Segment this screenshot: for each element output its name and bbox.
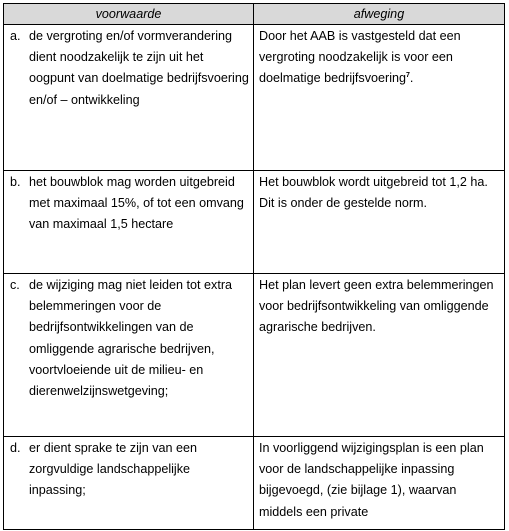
- condition-text: er dient sprake te zijn van een zorgvuldige landschappelijke inpassing;: [29, 441, 198, 498]
- condition-text: het bouwblok mag worden uitgebreid met maximaal 15%, of tot een omvang van maximaal 1,5 hectare: [29, 175, 244, 232]
- assessment-cell: [254, 171, 505, 274]
- assessment-main-text: Door het AAB is vastgesteld dat een vergroting noodzakelijk is voor een doelmatige bedrijfsvoering: [259, 29, 461, 86]
- condition-cell: [4, 437, 254, 530]
- assessment-text: In voorliggend wijzigingsplan is een plan voor de landschappelijke inpassing bijgevoegd, (zie bijlage 1), waarvan middels een private: [259, 441, 484, 519]
- table-row: [4, 437, 505, 530]
- assessment-text: Het bouwblok wordt uitgebreid tot 1,2 ha. Dit is onder de gestelde norm.: [259, 175, 488, 211]
- assessment-cell: [254, 25, 505, 171]
- footnote-marker: 7: [406, 72, 410, 80]
- condition-text: de vergroting en/of vormverandering dient noodzakelijk te zijn uit het oogpunt van doelmatige bedrijfsvoering en/of – ontwikkeling: [29, 29, 249, 107]
- table-row: [4, 25, 505, 171]
- assessment-cell: [254, 274, 505, 437]
- assessment-cell: [254, 437, 505, 530]
- assessment-text: [254, 25, 504, 90]
- table-row: [4, 274, 505, 437]
- table-row: [4, 171, 505, 274]
- conditions-table: [3, 3, 505, 530]
- condition-cell: [4, 25, 254, 171]
- condition-cell: [4, 171, 254, 274]
- condition-text: de wijziging mag niet leiden tot extra belemmeringen voor de bedrijfsontwikkelingen van de omliggende agrarische bedrijven, voortvloeiende uit de milieu- en dierenwelzijnswetgeving;: [29, 278, 233, 399]
- header-condition: voorwaarde: [4, 4, 254, 25]
- row-letter: a.: [10, 29, 21, 43]
- assessment-text: Het plan levert geen extra belemmeringen voor bedrijfsontwikkeling van omliggende agrarische bedrijven.: [259, 278, 494, 335]
- header-assessment: afweging: [254, 4, 505, 25]
- condition-cell: [4, 274, 254, 437]
- assessment-end-punct: .: [409, 71, 414, 86]
- row-letter: d.: [10, 441, 21, 455]
- row-letter: c.: [10, 278, 20, 292]
- row-letter: b.: [10, 175, 21, 189]
- header-row: [4, 4, 505, 25]
